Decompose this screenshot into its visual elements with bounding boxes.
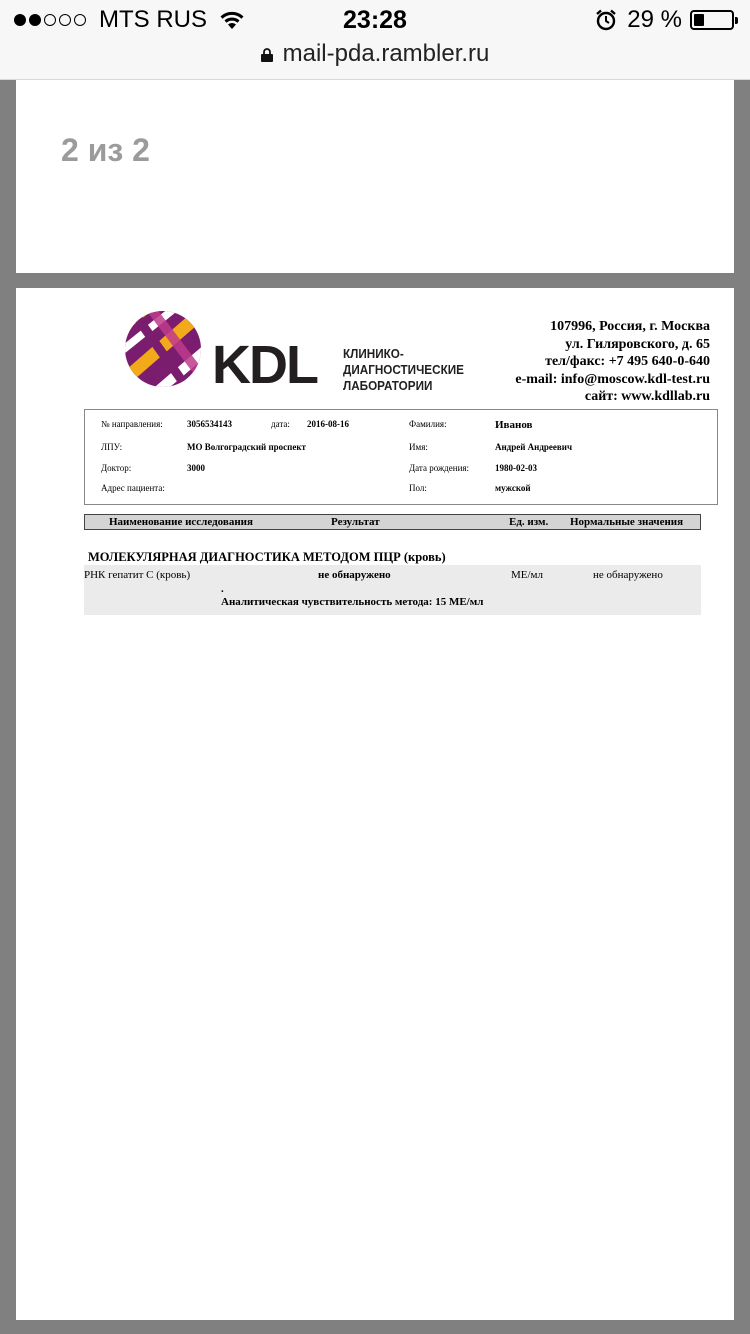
test-normal: не обнаружено bbox=[593, 569, 663, 581]
patient-address-label: Адрес пациента: bbox=[101, 483, 165, 493]
document-page-2 bbox=[16, 288, 734, 1320]
table-row bbox=[84, 565, 701, 615]
referral-date: 2016-08-16 bbox=[307, 419, 349, 429]
section-title: МОЛЕКУЛЯРНАЯ ДИАГНОСТИКА МЕТОДОМ ПЦР (кровь) bbox=[88, 550, 446, 564]
col-unit: Ед. изм. bbox=[509, 516, 549, 528]
battery-percent: 29 % bbox=[627, 6, 682, 33]
patient-info-box bbox=[84, 409, 718, 505]
date-label: дата: bbox=[271, 419, 290, 429]
surname-value: Иванов bbox=[495, 419, 533, 431]
name-label: Имя: bbox=[409, 442, 428, 452]
kdl-logo-text: KDL bbox=[212, 335, 317, 395]
col-test-name: Наименование исследования bbox=[109, 516, 253, 528]
col-result: Результат bbox=[331, 516, 380, 528]
document-page-1 bbox=[16, 80, 734, 273]
status-bar bbox=[0, 0, 750, 80]
dob-value: 1980-02-03 bbox=[495, 463, 537, 473]
referral-number: 3056534143 bbox=[187, 419, 232, 429]
col-normal: Нормальные значения bbox=[570, 516, 684, 528]
doctor-value: 3000 bbox=[187, 463, 205, 473]
test-name: РНК гепатит С (кровь) bbox=[84, 569, 191, 581]
test-unit: МЕ/мл bbox=[511, 569, 544, 581]
row-dot: . bbox=[221, 583, 224, 595]
sensitivity-note: Аналитическая чувствительность метода: 15 МЕ/мл bbox=[221, 596, 484, 608]
battery-info bbox=[595, 6, 734, 34]
name-value: Андрей Андреевич bbox=[495, 442, 573, 452]
lock-icon bbox=[261, 48, 273, 62]
url-text: mail-pda.rambler.ru bbox=[282, 40, 490, 67]
lab-address: 107996, Россия, г. Москва ул. Гиляровского, д. 65 тел/факс: +7 495 640-0-640 e-mail: info@moscow.kdl-test.ru сайт: www.kdllab.ru bbox=[515, 319, 710, 404]
referral-label: № направления: bbox=[101, 419, 163, 429]
kdl-logo-sphere-icon bbox=[124, 310, 202, 388]
results-table-header bbox=[84, 514, 701, 530]
sex-value: мужской bbox=[495, 483, 531, 493]
page-counter: 2 из 2 bbox=[61, 132, 150, 168]
kdl-logo-subtitle: КЛИНИКО- ДИАГНОСТИЧЕСКИЕ ЛАБОРАТОРИИ bbox=[343, 346, 464, 393]
surname-label: Фамилия: bbox=[409, 419, 447, 429]
sex-label: Пол: bbox=[409, 483, 427, 493]
lpu-value: МО Волгоградский проспект bbox=[187, 442, 306, 452]
doctor-label: Доктор: bbox=[101, 463, 132, 473]
lpu-label: ЛПУ: bbox=[101, 442, 123, 452]
clock: 23:28 bbox=[343, 6, 407, 34]
alarm-icon bbox=[595, 9, 617, 31]
carrier-name: MTS RUS bbox=[99, 6, 207, 33]
address-bar[interactable] bbox=[0, 40, 750, 68]
battery-level bbox=[694, 14, 704, 26]
dob-label: Дата рождения: bbox=[409, 463, 470, 473]
battery-icon bbox=[690, 10, 734, 30]
test-result: не обнаружено bbox=[318, 569, 391, 581]
